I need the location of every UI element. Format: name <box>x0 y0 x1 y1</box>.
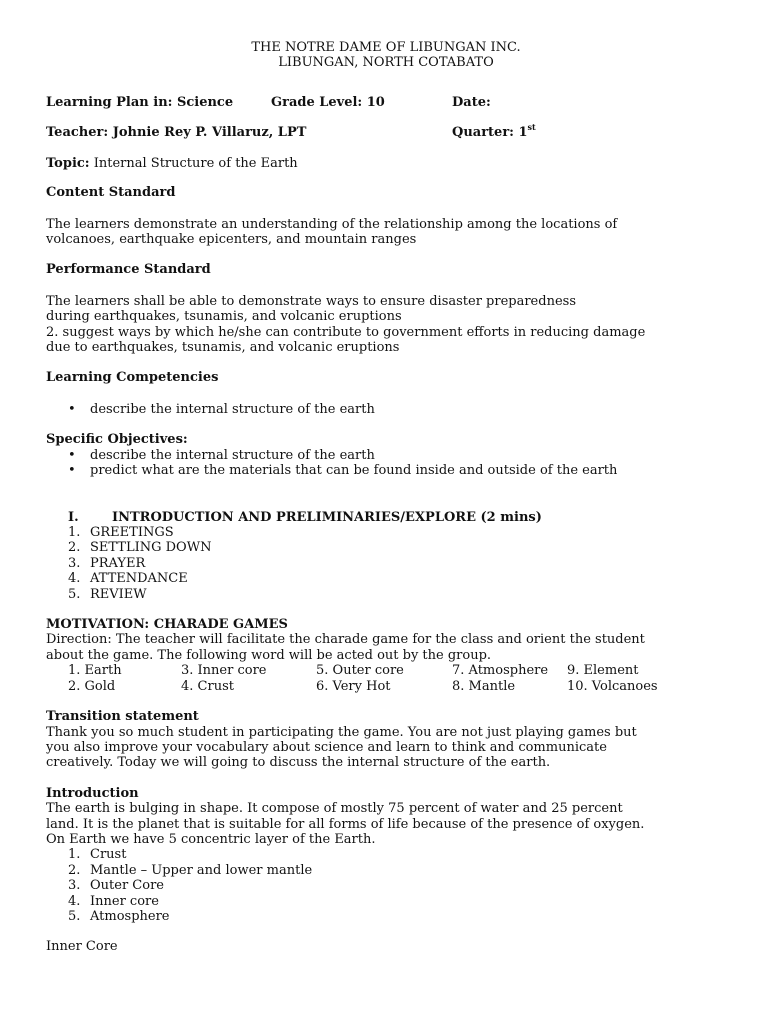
charade-word: 8. Mantle <box>452 679 516 695</box>
motivation-text-1: Direction: The teacher will facilitate the charade game for the class and orient the student <box>46 632 645 648</box>
topic-value: Internal Structure of the Earth <box>89 155 298 171</box>
motivation-heading: MOTIVATION: CHARADE GAMES <box>46 616 288 632</box>
list-item: 4. ATTENDANCE <box>68 571 188 587</box>
motivation-text-2: about the game. The following word will be acted out by the group. <box>46 647 492 663</box>
topic-label: Topic: <box>46 155 90 171</box>
teacher-label: Teacher: Johnie Rey P. Villaruz, LPT <box>46 124 307 140</box>
transition-text-2: you also improve your vocabulary about science and learn to think and communicate <box>46 739 607 755</box>
section-1-title: INTRODUCTION AND PRELIMINARIES/EXPLORE (2 mins) <box>112 509 542 525</box>
list-item: 4. Inner core <box>68 893 159 909</box>
transition-text-3: creatively. Today we will going to discuss the internal structure of the earth. <box>46 755 551 771</box>
introduction-text-3: On Earth we have 5 concentric layer of the Earth. <box>46 832 376 847</box>
content-standard-text-2: volcanoes, earthquake epicenters, and mountain ranges <box>46 232 417 248</box>
introduction-text-1: The earth is bulging in shape. It compose of mostly 75 percent of water and 25 percent <box>46 801 623 817</box>
teacher-info-row <box>46 121 726 141</box>
quarter-superscript: st <box>527 121 536 132</box>
learning-competencies-heading: Learning Competencies <box>46 370 219 386</box>
preliminaries-list <box>46 525 726 602</box>
charade-word: 2. Gold <box>68 679 116 695</box>
list-item: 5. REVIEW <box>68 586 147 602</box>
transition-text-1: Thank you so much student in participating the game. You are not just playing games but <box>46 724 637 740</box>
section-1-heading <box>46 510 726 525</box>
date-label: Date: <box>452 94 491 110</box>
performance-standard-heading: Performance Standard <box>46 262 211 278</box>
charade-word: 1. Earth <box>68 663 122 679</box>
charade-word: 4. Crust <box>181 679 234 695</box>
quarter-label: Quarter: 1st <box>452 121 536 140</box>
charade-word: 3. Inner core <box>181 663 267 679</box>
charade-word: 9. Element <box>567 663 639 679</box>
list-item: 1. Crust <box>68 847 127 863</box>
performance-standard-text-4: due to earthquakes, tsunamis, and volcanic eruptions <box>46 340 400 356</box>
performance-standard-text-3: 2. suggest ways by which he/she can contribute to government efforts in reducing damage <box>46 324 646 340</box>
list-item: 3. Outer Core <box>68 878 164 894</box>
topic-line <box>46 156 726 171</box>
list-item: 3. PRAYER <box>68 555 146 571</box>
plan-info-row <box>46 95 726 111</box>
inner-core-heading: Inner Core <box>46 939 118 955</box>
charade-word: 5. Outer core <box>316 663 404 679</box>
content-standard-heading: Content Standard <box>46 185 176 201</box>
school-location: LIBUNGAN, NORTH COTABATO <box>278 55 494 71</box>
specific-objectives-list <box>46 448 726 479</box>
plan-label: Learning Plan in: Science <box>46 94 234 110</box>
list-item: 2. Mantle – Upper and lower mantle <box>68 862 313 878</box>
section-1-numeral: I. <box>68 509 79 525</box>
document-page <box>46 40 726 955</box>
list-item: 2. SETTLING DOWN <box>68 540 212 556</box>
school-name: THE NOTRE DAME OF LIBUNGAN INC. <box>251 40 521 55</box>
grade-label: Grade Level: 10 <box>271 94 385 110</box>
list-item: 1. GREETINGS <box>68 524 174 540</box>
earth-layers-list <box>46 847 726 924</box>
performance-standard-text-2: during earthquakes, tsunamis, and volcanic eruptions <box>46 309 402 325</box>
charade-word: 6. Very Hot <box>316 679 391 695</box>
charade-word: 10. Volcanoes <box>567 679 658 695</box>
list-item: 5. Atmosphere <box>68 909 170 925</box>
list-item: • predict what are the materials that can be found inside and outside of the earth <box>90 463 726 478</box>
list-item: • describe the internal structure of the earth <box>90 448 726 463</box>
introduction-heading: Introduction <box>46 785 139 801</box>
transition-heading: Transition statement <box>46 709 199 725</box>
learning-competencies-list <box>46 402 726 417</box>
content-standard-text-1: The learners demonstrate an understanding of the relationship among the locations of <box>46 216 618 232</box>
charade-words-row-1 <box>46 663 726 679</box>
charade-words-row-2 <box>46 679 726 695</box>
performance-standard-text-1: The learners shall be able to demonstrate ways to ensure disaster preparedness <box>46 293 576 309</box>
introduction-text-2: land. It is the planet that is suitable for all forms of life because of the presence of oxygen. <box>46 816 645 832</box>
charade-word: 7. Atmosphere <box>452 663 549 679</box>
specific-objectives-heading: Specific Objectives: <box>46 432 188 448</box>
list-item: • describe the internal structure of the earth <box>90 402 726 417</box>
